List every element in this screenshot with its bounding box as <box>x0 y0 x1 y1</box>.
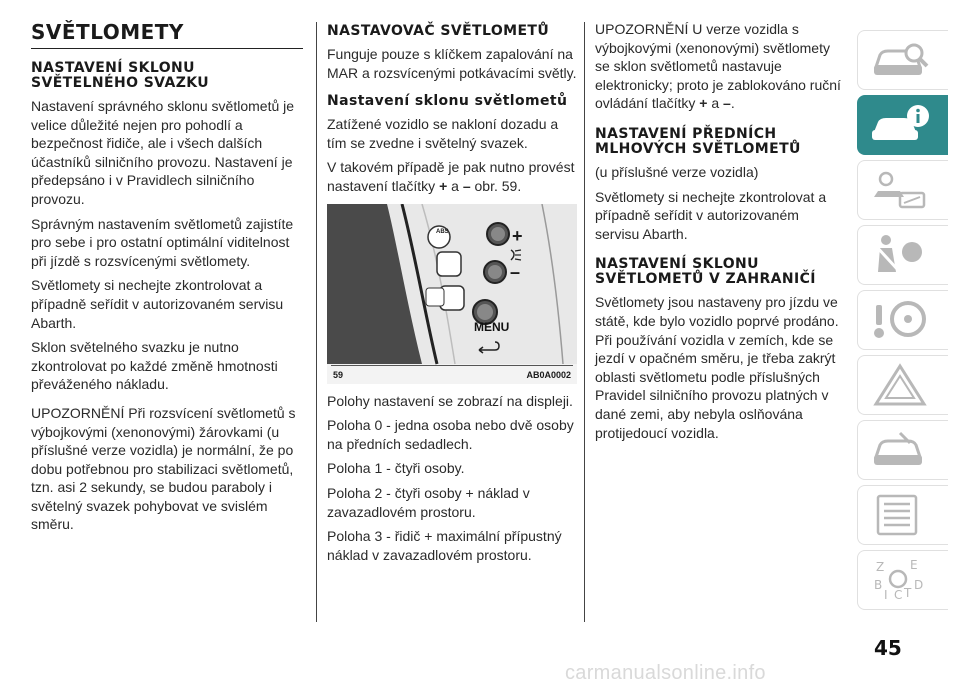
text-run: obr. 59. <box>470 177 522 194</box>
minus-symbol: – <box>462 177 471 194</box>
svg-text:E: E <box>910 558 918 572</box>
figure-code: AB0A0002 <box>526 369 571 380</box>
subsection-title: NASTAVOVAČ SVĚTLOMETŮ <box>327 23 550 39</box>
car-info-icon <box>870 102 930 148</box>
text-run: V takovém případě je pak nutno provést nastavení tlačítky <box>327 159 575 194</box>
paragraph: Nastavení správného sklonu světlometů je velice důležité nejen pro pohodlí a bezpečnost řidiče, ale i všech dalších účastníků silničního provozu. Nastavení je předepsáno i v Pravidlech silničního provozu. <box>31 98 295 207</box>
column-1 <box>31 20 305 540</box>
subsection-title: Nastavení sklonu světlometů <box>327 93 568 110</box>
column-divider <box>584 22 585 622</box>
text-run: UPOZORNĚNÍ U verze vozidla s výbojkovými (xenonovými) světlomety se sklon světlometů nastavuje elektronicky; proto je zablokováno ruční ovládání tlačítky <box>595 21 841 112</box>
figure-minus-label: – <box>510 261 521 282</box>
text-run: a <box>707 95 724 112</box>
dashboard-warning-lights-icon <box>870 167 930 213</box>
text-run: a <box>447 177 463 194</box>
column-2 <box>327 20 577 570</box>
svg-text:Z: Z <box>876 560 885 574</box>
subsection-title: NASTAVENÍ PŘEDNÍCH MLHOVÝCH SVĚTLOMETŮ <box>595 125 801 157</box>
car-search-icon <box>870 37 930 83</box>
paragraph: (u příslušné verze vozidla) <box>595 163 759 180</box>
warning-note <box>595 20 845 113</box>
plus-symbol: + <box>699 95 708 112</box>
paragraph: Poloha 1 - čtyři osoby. <box>327 460 465 477</box>
warning-note: UPOZORNĚNÍ Při rozsvícení světlometů s výbojkovými (xenonovými) žárovkami (u příslušné verze vozidla) je normální, že po dobu potřebnou pro stabilizaci světlometů, tzn. asi 2 sekundy, se budou paraboly i světelný svazek pohybovat ve svislém směru. <box>31 404 296 533</box>
paragraph: Světlomety si nechejte zkontrolovat a případně seřídit v autorizovaném servisu Abarth. <box>595 188 827 242</box>
figure-plus-label: + <box>512 225 523 246</box>
tab-index[interactable] <box>857 550 948 610</box>
paragraph: Sklon světelného svazku je nutno zkontrolovat po každé změně hmotnosti převáženého nákladu. <box>31 339 278 393</box>
car-maintenance-icon <box>870 427 930 473</box>
seatbelt-airbag-icon <box>870 232 930 278</box>
svg-text:I: I <box>884 588 888 602</box>
chapter-tabs <box>857 30 960 615</box>
paragraph: Polohy nastavení se zobrazí na displeji. <box>327 392 573 409</box>
paragraph: Světlomety si nechejte zkontrolovat a případně seřídit v autorizovaném servisu Abarth. <box>31 277 284 331</box>
paragraph-buttons <box>327 158 577 195</box>
tab-maintenance[interactable] <box>857 420 948 480</box>
figure-menu-label: MENU <box>474 319 510 334</box>
figure-caption-rule <box>331 365 573 366</box>
minus-symbol: – <box>723 95 731 112</box>
steering-wheel-icon <box>870 297 930 343</box>
page-number: 45 <box>874 636 902 660</box>
watermark: carmanualsonline.info <box>565 662 766 684</box>
tab-safety[interactable] <box>857 225 948 285</box>
section-title: SVĚTLOMETY <box>31 20 303 49</box>
paragraph: Poloha 0 - jedna osoba nebo dvě osoby na předních sedadlech. <box>327 417 574 452</box>
svg-text:T: T <box>904 586 912 600</box>
tab-car-info[interactable] <box>857 95 948 155</box>
paragraph: Funguje pouze s klíčkem zapalování na MAR a rozsvícenými potkávacími světly. <box>327 46 577 81</box>
figure-number: 59 <box>333 369 344 380</box>
svg-text:D: D <box>914 578 924 592</box>
column-3 <box>595 20 845 448</box>
tab-driving[interactable] <box>857 290 948 350</box>
paragraph: Poloha 2 - čtyři osoby + náklad v zavazadlovém prostoru. <box>327 484 530 520</box>
svg-text:B: B <box>874 578 883 592</box>
tab-car-search[interactable] <box>857 30 948 90</box>
subsection-title: NASTAVENÍ SKLONU SVĚTLOMETŮ V ZAHRANIČÍ <box>595 256 816 288</box>
text-run: . <box>730 95 735 112</box>
paragraph: Zatížené vozidlo se nakloní dozadu a tím se zvedne i světelný svazek. <box>327 116 559 151</box>
tab-dashboard-lights[interactable] <box>857 160 948 220</box>
dashboard-buttons-illustration <box>327 204 577 384</box>
tab-technical-data[interactable] <box>857 485 948 545</box>
warning-triangle-icon <box>870 362 930 408</box>
abs-label: ABS <box>436 228 449 235</box>
figure-headlight-adjuster <box>327 204 577 384</box>
column-divider <box>316 22 317 622</box>
technical-data-list-icon <box>870 492 930 538</box>
tab-emergency[interactable] <box>857 355 948 415</box>
alphabetical-index-icon <box>870 557 930 603</box>
svg-text:C: C <box>894 588 903 602</box>
subsection-title: NASTAVENÍ SKLONU SVĚTELNÉHO SVAZKU <box>31 60 210 91</box>
plus-symbol: + <box>439 177 448 194</box>
paragraph: Poloha 3 - řidič + maximální přípustný náklad v zavazadlovém prostoru. <box>327 528 562 563</box>
paragraph: Světlomety jsou nastaveny pro jízdu ve státě, kde bylo vozidlo poprvé prodáno. Při používání vozidla v zemích, kde se jezdí v opačném směru, je třeba zakrýt oblasti světlometu podle příslušných Pravidel silničního provozu platných v dané zemi, aby nebyla oslňována protijedoucí vozidla. <box>595 294 839 441</box>
paragraph: Správným nastavením světlometů zajistíte pro sebe i pro ostatní optimální viditelnost při jízdě s rozsvícenými světlomety. <box>31 215 294 269</box>
